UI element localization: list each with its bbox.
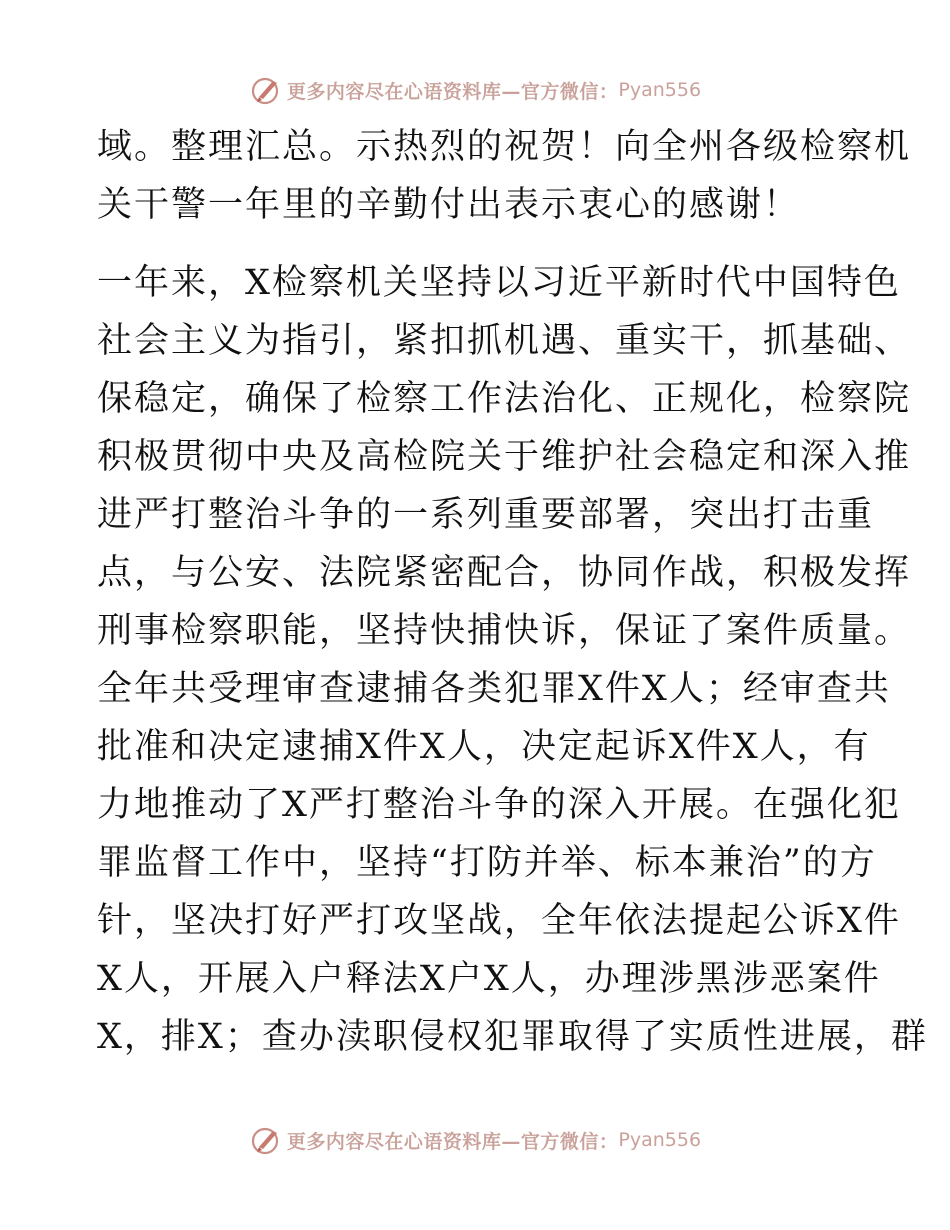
paragraph-2 [97, 254, 928, 1066]
footer-watermark-banner [0, 1120, 950, 1160]
footer-banner-text: 更多内容尽在心语资料库—官方微信： [286, 1130, 619, 1153]
text-line: 关干警一年里的辛勤付出表示衷心的感谢！ [97, 185, 801, 225]
text-line: 批准和决定逮捕X件X人，决定起诉X件X人，有 [97, 727, 871, 767]
header-wechat-id: Pyan556 [618, 79, 702, 101]
text-line: 域。整理汇总。示热烈的祝贺！向全州各级检察机 [97, 127, 912, 167]
text-line: 刑事检察职能，坚持快捕快诉，保证了案件质量。 [97, 611, 912, 651]
text-line: 保稳定，确保了检察工作法治化、正规化，检察院 [97, 379, 912, 419]
text-line: X人，开展入户释法X户X人，办理涉黑涉恶案件 [97, 959, 881, 999]
paragraph-1 [97, 118, 912, 234]
document-body [97, 118, 928, 1066]
text-line: 全年共受理审查逮捕各类犯罪X件X人；经审查共 [97, 669, 891, 709]
header-banner-text: 更多内容尽在心语资料库—官方微信： [286, 80, 619, 103]
text-line: 针，坚决打好严打攻坚战，全年依法提起公诉X件 [97, 901, 901, 941]
text-line: 一年来，X检察机关坚持以习近平新时代中国特色 [97, 263, 901, 303]
text-line: 进严打整治斗争的一系列重要部署，突出打击重 [97, 495, 875, 535]
text-line: 社会主义为指引，紧扣抓机遇、重实干，抓基础、 [97, 321, 912, 361]
text-line: 罪监督工作中，坚持“打防并举、标本兼治”的方 [97, 843, 877, 883]
pen-logo-icon [249, 1123, 283, 1157]
text-line: 积极贯彻中央及高检院关于维护社会稳定和深入推 [97, 437, 912, 477]
pen-logo-icon [249, 73, 283, 107]
header-watermark-banner [0, 70, 950, 110]
text-line: X，排X；查办渎职侵权犯罪取得了实质性进展，群 [97, 1017, 928, 1057]
footer-wechat-id: Pyan556 [618, 1129, 702, 1151]
text-line: 力地推动了X严打整治斗争的深入开展。在强化犯 [97, 785, 901, 825]
text-line: 点，与公安、法院紧密配合，协同作战，积极发挥 [97, 553, 912, 593]
